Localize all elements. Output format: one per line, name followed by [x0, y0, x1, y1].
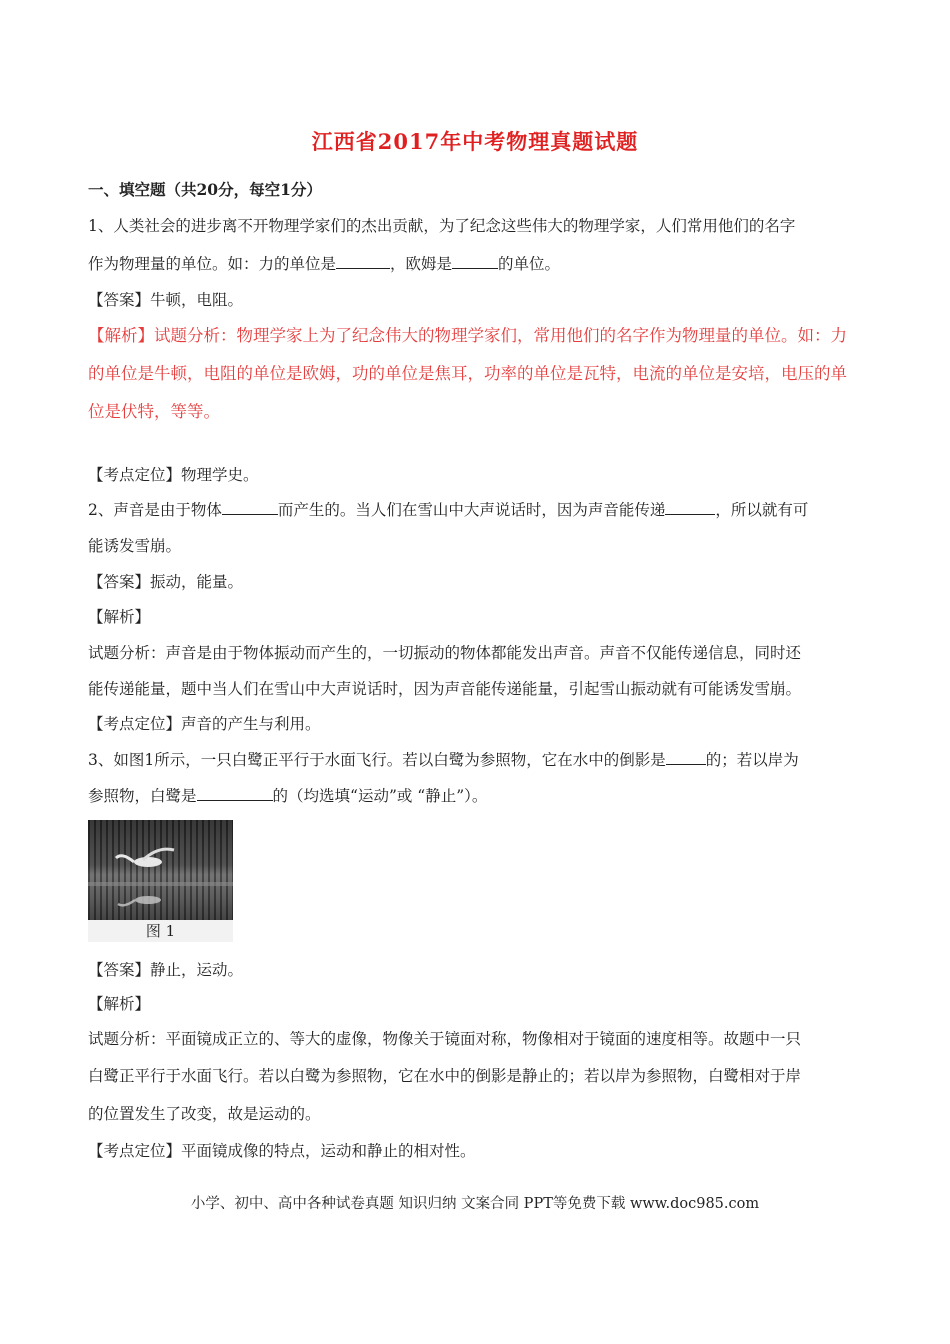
- q3-text-part2: 的；若以岸为: [705, 751, 799, 769]
- q2-analysis-line2: 能传递能量，题中当人们在雪山中大声说话时，因为声音能传递能量，引起雪山振动就有可能诱发雪崩。: [88, 680, 802, 698]
- q1-analysis-line2: 的单位是牛顿，电阻的单位是欧姆，功的单位是焦耳，功率的单位是瓦特，电流的单位是安培，电压的单: [88, 364, 847, 383]
- q3-analysis-line3: 的位置发生了改变，故是运动的。: [88, 1105, 321, 1123]
- q2-point: 【考点定位】声音的产生与利用。: [88, 715, 321, 733]
- figure-egret-photo: [88, 820, 233, 942]
- q2-blank-2: [665, 500, 715, 515]
- q3-text-line1: [88, 750, 868, 770]
- q1-text-part3: 的单位。: [498, 255, 561, 273]
- q3-blank-2: [197, 786, 273, 801]
- q2-text-line2: 能诱发雪崩。: [88, 537, 182, 555]
- q2-text-part1: 2、声音是由于物体: [88, 501, 222, 519]
- page-title: 江西省2017年中考物理真题试题: [311, 129, 639, 154]
- q1-blank-1: [336, 254, 390, 269]
- q1-answer: 【答案】牛顿，电阻。: [88, 291, 244, 309]
- section-heading: 一、填空题（共20分，每空1分）: [88, 180, 322, 199]
- q2-answer: 【答案】振动，能量。: [88, 573, 244, 591]
- q2-analysis-line1: 试题分析：声音是由于物体振动而产生的，一切振动的物体都能发出声音。声音不仅能传递信息，同时还: [88, 644, 802, 662]
- q3-answer: 【答案】静止，运动。: [88, 961, 244, 979]
- q2-text-part3: ，所以就有可: [715, 501, 809, 519]
- figure-caption: 图 1: [88, 920, 233, 942]
- q3-text-part4: 的（均选填“运动”或 “静止”）。: [272, 787, 488, 805]
- q1-text-part1: 作为物理量的单位。如：力的单位是: [88, 255, 337, 273]
- q3-text-line2: [88, 786, 868, 806]
- q1-text-line2: [88, 254, 868, 274]
- q2-text-part2: 而产生的。当人们在雪山中大声说话时，因为声音能传递: [277, 501, 666, 519]
- q1-analysis-line1: 【解析】试题分析：物理学家上为了纪念伟大的物理学家们，常用他们的名字作为物理量的单位。如：力: [88, 326, 847, 345]
- q3-analysis-line1: 试题分析：平面镜成正立的、等大的虚像，物像关于镜面对称，物像相对于镜面的速度相等。故题中一只: [88, 1030, 802, 1048]
- q1-text-line1: 1、人类社会的进步离不开物理学家们的杰出贡献，为了纪念这些伟大的物理学家，人们常用他们的名字: [88, 217, 796, 235]
- q3-analysis-line2: 白鹭正平行于水面飞行。若以白鹭为参照物，它在水中的倒影是静止的；若以岸为参照物，白鹭相对于岸: [88, 1067, 802, 1085]
- q1-text-part2: ，欧姆是: [390, 255, 453, 273]
- egret-icon: [88, 820, 233, 920]
- q1-point: 【考点定位】物理学史。: [88, 466, 259, 484]
- q2-blank-1: [222, 500, 278, 515]
- q1-blank-2: [452, 254, 498, 269]
- q3-analysis-label: 【解析】: [88, 995, 151, 1013]
- q3-point: 【考点定位】平面镜成像的特点，运动和静止的相对性。: [88, 1142, 476, 1160]
- page-footer: 小学、初中、高中各种试卷真题 知识归纳 文案合同 PPT等免费下载 www.doc985.com: [190, 1196, 760, 1212]
- q3-text-part3: 参照物，白鹭是: [88, 787, 197, 805]
- q3-text-part1: 3、如图1所示，一只白鹭正平行于水面飞行。若以白鹭为参照物，它在水中的倒影是: [88, 751, 666, 769]
- q2-text-line1: [88, 500, 868, 520]
- q2-analysis-label: 【解析】: [88, 608, 151, 626]
- q1-analysis-line3: 位是伏特，等等。: [88, 402, 220, 421]
- q3-blank-1: [666, 750, 706, 765]
